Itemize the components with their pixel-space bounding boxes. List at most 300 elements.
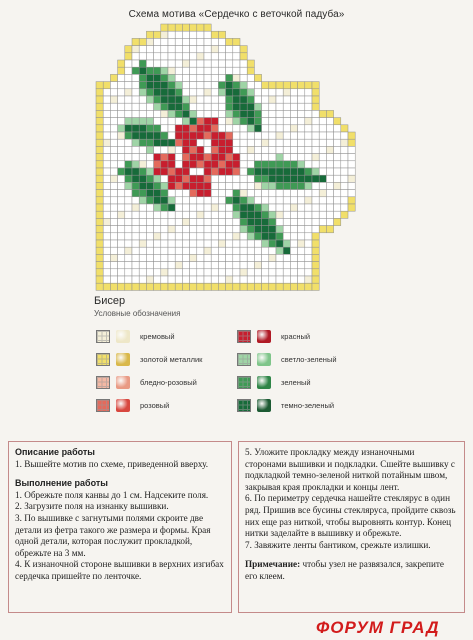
stitch-cell <box>204 46 211 53</box>
stitch-cell <box>146 125 153 132</box>
stitch-cell <box>254 276 261 283</box>
stitch-cell <box>262 110 269 117</box>
stitch-cell <box>168 190 175 197</box>
stitch-cell <box>154 226 161 233</box>
stitch-cell <box>103 197 110 204</box>
stitch-cell <box>146 46 153 53</box>
stitch-cell <box>190 168 197 175</box>
stitch-cell <box>103 182 110 189</box>
stitch-cell <box>175 125 182 132</box>
stitch-cell <box>204 31 211 38</box>
stitch-cell <box>211 89 218 96</box>
stitch-cell <box>154 182 161 189</box>
stitch-cell <box>154 269 161 276</box>
stitch-cell <box>226 226 233 233</box>
stitch-cell <box>161 233 168 240</box>
cross-stitch-chart <box>0 0 473 300</box>
stitch-cell <box>139 276 146 283</box>
stitch-cell <box>254 233 261 240</box>
stitch-cell <box>182 226 189 233</box>
stitch-cell <box>154 175 161 182</box>
stitch-cell <box>146 211 153 218</box>
stitch-cell <box>110 168 117 175</box>
stitch-cell <box>290 211 297 218</box>
stitch-cell <box>103 269 110 276</box>
stitch-cell <box>190 53 197 60</box>
stitch-cell <box>326 161 333 168</box>
stitch-cell <box>103 226 110 233</box>
stitch-cell <box>175 53 182 60</box>
stitch-cell <box>319 218 326 225</box>
stitch-cell <box>276 110 283 117</box>
stitch-cell <box>175 132 182 139</box>
stitch-cell <box>312 233 319 240</box>
stitch-cell <box>197 204 204 211</box>
stitch-cell <box>190 125 197 132</box>
stitch-cell <box>197 182 204 189</box>
stitch-cell <box>139 190 146 197</box>
stitch-cell <box>283 254 290 261</box>
stitch-cell <box>161 38 168 45</box>
stitch-cell <box>298 269 305 276</box>
stitch-cell <box>154 240 161 247</box>
stitch-cell <box>233 233 240 240</box>
stitch-cell <box>132 154 139 161</box>
stitch-cell <box>197 168 204 175</box>
stitch-cell <box>168 211 175 218</box>
stitch-cell <box>110 283 117 290</box>
stitch-cell <box>334 204 341 211</box>
stitch-cell <box>110 89 117 96</box>
stitch-cell <box>125 283 132 290</box>
stitch-cell <box>319 154 326 161</box>
stitch-cell <box>110 269 117 276</box>
stitch-cell <box>96 168 103 175</box>
stitch-cell <box>240 53 247 60</box>
stitch-cell <box>146 67 153 74</box>
stitch-cell <box>190 132 197 139</box>
stitch-cell <box>276 175 283 182</box>
stitch-cell <box>305 262 312 269</box>
stitch-cell <box>190 67 197 74</box>
stitch-cell <box>211 161 218 168</box>
stitch-cell <box>226 262 233 269</box>
stitch-cell <box>269 161 276 168</box>
stitch-cell <box>211 67 218 74</box>
stitch-cell <box>103 218 110 225</box>
section-heading-execution: Выполнение работы <box>15 478 108 489</box>
stitch-cell <box>305 175 312 182</box>
stitch-cell <box>233 103 240 110</box>
stitch-cell <box>334 211 341 218</box>
stitch-cell <box>125 175 132 182</box>
stitch-cell <box>283 182 290 189</box>
stitch-cell <box>283 283 290 290</box>
stitch-cell <box>132 110 139 117</box>
stitch-cell <box>125 218 132 225</box>
stitch-cell <box>204 168 211 175</box>
stitch-cell <box>283 89 290 96</box>
stitch-cell <box>168 240 175 247</box>
stitch-cell <box>146 103 153 110</box>
stitch-cell <box>240 96 247 103</box>
legend-row <box>96 350 202 368</box>
stitch-cell <box>96 146 103 153</box>
stitch-cell <box>118 226 125 233</box>
stitch-cell <box>254 74 261 81</box>
stitch-cell <box>254 161 261 168</box>
stitch-cell <box>96 103 103 110</box>
stitch-cell <box>197 60 204 67</box>
stitch-cell <box>132 247 139 254</box>
stitch-cell <box>262 96 269 103</box>
stitch-cell <box>240 269 247 276</box>
stitch-cell <box>341 146 348 153</box>
stitch-cell <box>218 262 225 269</box>
stitch-cell <box>326 139 333 146</box>
stitch-cell <box>254 182 261 189</box>
stitch-cell <box>175 31 182 38</box>
stitch-cell <box>146 82 153 89</box>
stitch-cell <box>326 190 333 197</box>
stitch-cell <box>218 190 225 197</box>
stitch-cell <box>139 132 146 139</box>
stitch-cell <box>146 190 153 197</box>
stitch-cell <box>125 226 132 233</box>
stitch-cell <box>254 154 261 161</box>
stitch-cell <box>139 254 146 261</box>
stitch-cell <box>341 204 348 211</box>
stitch-cell <box>132 38 139 45</box>
stitch-cell <box>118 139 125 146</box>
stitch-cell <box>233 139 240 146</box>
stitch-cell <box>154 218 161 225</box>
stitch-cell <box>226 254 233 261</box>
stitch-cell <box>182 132 189 139</box>
stitch-cell <box>312 103 319 110</box>
stitch-cell <box>211 226 218 233</box>
stitch-cell <box>168 24 175 31</box>
stitch-cell <box>96 283 103 290</box>
stitch-cell <box>96 139 103 146</box>
stitch-cell <box>197 154 204 161</box>
stitch-cell <box>125 146 132 153</box>
stitch-cell <box>233 38 240 45</box>
stitch-cell <box>96 125 103 132</box>
stitch-cell <box>283 118 290 125</box>
stitch-cell <box>233 74 240 81</box>
stitch-cell <box>125 204 132 211</box>
stitch-cell <box>276 233 283 240</box>
stitch-cell <box>190 96 197 103</box>
stitch-cell <box>348 146 355 153</box>
stitch-cell <box>240 218 247 225</box>
stitch-cell <box>218 233 225 240</box>
stitch-cell <box>175 247 182 254</box>
stitch-cell <box>283 96 290 103</box>
stitch-cell <box>190 161 197 168</box>
stitch-cell <box>262 233 269 240</box>
stitch-cell <box>290 197 297 204</box>
stitch-cell <box>211 82 218 89</box>
stitch-cell <box>240 74 247 81</box>
stitch-cell <box>312 190 319 197</box>
stitch-cell <box>139 146 146 153</box>
stitch-cell <box>139 53 146 60</box>
stitch-cell <box>233 132 240 139</box>
stitch-cell <box>305 103 312 110</box>
stitch-cell <box>168 226 175 233</box>
stitch-cell <box>132 132 139 139</box>
stitch-cell <box>132 46 139 53</box>
stitch-cell <box>161 31 168 38</box>
stitch-cell <box>247 190 254 197</box>
stitch-cell <box>168 139 175 146</box>
stitch-cell <box>290 218 297 225</box>
stitch-cell <box>269 125 276 132</box>
stitch-cell <box>139 46 146 53</box>
stitch-cell <box>312 82 319 89</box>
stitch-cell <box>276 96 283 103</box>
stitch-cell <box>254 247 261 254</box>
stitch-cell <box>254 197 261 204</box>
stitch-cell <box>254 226 261 233</box>
stitch-cell <box>161 269 168 276</box>
stitch-cell <box>218 103 225 110</box>
legend-label: розовый <box>140 400 170 410</box>
stitch-cell <box>103 175 110 182</box>
stitch-cell <box>132 118 139 125</box>
stitch-cell <box>204 139 211 146</box>
stitch-cell <box>312 283 319 290</box>
stitch-cell <box>233 226 240 233</box>
stitch-cell <box>197 110 204 117</box>
stitch-cell <box>262 218 269 225</box>
stitch-cell <box>247 269 254 276</box>
stitch-cell <box>103 204 110 211</box>
stitch-cell <box>197 31 204 38</box>
stitch-cell <box>226 161 233 168</box>
stitch-cell <box>226 190 233 197</box>
stitch-cell <box>175 103 182 110</box>
stitch-cell <box>96 110 103 117</box>
stitch-cell <box>96 269 103 276</box>
stitch-cell <box>96 182 103 189</box>
stitch-cell <box>283 276 290 283</box>
stitch-cell <box>305 89 312 96</box>
stitch-cell <box>247 110 254 117</box>
stitch-cell <box>247 154 254 161</box>
stitch-cell <box>125 233 132 240</box>
stitch-cell <box>218 168 225 175</box>
stitch-cell <box>182 240 189 247</box>
stitch-cell <box>283 269 290 276</box>
stitch-cell <box>146 182 153 189</box>
stitch-cell <box>269 226 276 233</box>
stitch-cell <box>341 175 348 182</box>
stitch-cell <box>298 103 305 110</box>
stitch-cell <box>110 197 117 204</box>
stitch-cell <box>218 276 225 283</box>
stitch-cell <box>262 190 269 197</box>
stitch-cell <box>96 190 103 197</box>
stitch-cell <box>226 204 233 211</box>
stitch-cell <box>298 240 305 247</box>
stitch-cell <box>118 132 125 139</box>
stitch-cell <box>204 254 211 261</box>
stitch-cell <box>132 197 139 204</box>
stitch-cell <box>96 276 103 283</box>
stitch-cell <box>262 247 269 254</box>
stitch-cell <box>240 233 247 240</box>
stitch-cell <box>269 240 276 247</box>
stitch-cell <box>298 175 305 182</box>
stitch-cell <box>211 38 218 45</box>
stitch-cell <box>218 31 225 38</box>
stitch-cell <box>146 53 153 60</box>
stitch-cell <box>175 226 182 233</box>
stitch-cell <box>298 226 305 233</box>
stitch-cell <box>276 204 283 211</box>
stitch-cell <box>190 283 197 290</box>
stitch-cell <box>118 60 125 67</box>
stitch-cell <box>298 82 305 89</box>
stitch-cell <box>190 24 197 31</box>
stitch-cell <box>276 154 283 161</box>
stitch-cell <box>118 161 125 168</box>
stitch-cell <box>262 204 269 211</box>
stitch-cell <box>305 125 312 132</box>
stitch-cell <box>204 211 211 218</box>
stitch-cell <box>197 190 204 197</box>
stitch-cell <box>182 82 189 89</box>
stitch-cell <box>211 110 218 117</box>
bead-sample <box>116 353 130 366</box>
stitch-cell <box>312 254 319 261</box>
stitch-cell <box>218 218 225 225</box>
stitch-cell <box>319 168 326 175</box>
stitch-cell <box>175 139 182 146</box>
stitch-cell <box>132 226 139 233</box>
bead-sample <box>257 330 271 343</box>
stitch-cell <box>197 247 204 254</box>
stitch-cell <box>348 182 355 189</box>
stitch-cell <box>233 125 240 132</box>
stitch-cell <box>240 283 247 290</box>
stitch-cell <box>146 233 153 240</box>
stitch-cell <box>305 283 312 290</box>
stitch-cell <box>139 161 146 168</box>
stitch-cell <box>240 46 247 53</box>
stitch-cell <box>204 110 211 117</box>
stitch-cell <box>305 154 312 161</box>
stitch-cell <box>326 226 333 233</box>
stitch-cell <box>139 211 146 218</box>
stitch-cell <box>334 146 341 153</box>
stitch-cell <box>190 146 197 153</box>
legend-row <box>96 327 175 345</box>
stitch-cell <box>276 283 283 290</box>
stitch-cell <box>226 118 233 125</box>
stitch-cell <box>146 240 153 247</box>
stitch-cell <box>233 89 240 96</box>
stitch-cell <box>182 218 189 225</box>
stitch-cell <box>276 262 283 269</box>
stitch-cell <box>197 46 204 53</box>
stitch-cell <box>218 175 225 182</box>
stitch-cell <box>240 240 247 247</box>
stitch-cell <box>110 262 117 269</box>
stitch-cell <box>175 240 182 247</box>
stitch-cell <box>96 161 103 168</box>
stitch-cell <box>283 262 290 269</box>
stitch-cell <box>125 89 132 96</box>
stitch-cell <box>197 254 204 261</box>
stitch-cell <box>319 132 326 139</box>
stitch-cell <box>125 110 132 117</box>
stitch-cell <box>290 89 297 96</box>
stitch-cell <box>334 182 341 189</box>
stitch-cell <box>233 46 240 53</box>
stitch-cell <box>110 146 117 153</box>
stitch-cell <box>290 82 297 89</box>
stitch-cell <box>233 82 240 89</box>
stitch-cell <box>175 182 182 189</box>
stitch-cell <box>334 125 341 132</box>
stitch-cell <box>305 146 312 153</box>
stitch-cell <box>154 211 161 218</box>
stitch-cell <box>298 233 305 240</box>
stitch-cell <box>96 218 103 225</box>
stitch-cell <box>168 154 175 161</box>
stitch-cell <box>283 247 290 254</box>
section-heading-description: Описание работы <box>15 447 95 457</box>
stitch-cell <box>247 226 254 233</box>
stitch-cell <box>326 168 333 175</box>
stitch-cell <box>341 190 348 197</box>
stitch-cell <box>154 262 161 269</box>
stitch-cell <box>211 283 218 290</box>
stitch-cell <box>298 110 305 117</box>
stitch-cell <box>182 161 189 168</box>
stitch-cell <box>334 168 341 175</box>
stitch-cell <box>182 146 189 153</box>
stitch-cell <box>290 161 297 168</box>
stitch-cell <box>118 168 125 175</box>
stitch-cell <box>197 53 204 60</box>
stitch-cell <box>125 161 132 168</box>
stitch-cell <box>276 82 283 89</box>
color-swatch <box>96 376 110 389</box>
stitch-cell <box>125 262 132 269</box>
stitch-cell <box>226 67 233 74</box>
stitch-cell <box>139 103 146 110</box>
stitch-cell <box>125 247 132 254</box>
stitch-cell <box>146 110 153 117</box>
stitch-cell <box>175 197 182 204</box>
stitch-cell <box>197 161 204 168</box>
stitch-cell <box>298 154 305 161</box>
stitch-cell <box>161 103 168 110</box>
stitch-cell <box>240 182 247 189</box>
stitch-cell <box>204 240 211 247</box>
stitch-cell <box>168 276 175 283</box>
instruction-paragraph: 1. Обрежьте поля канвы до 1 см. Надсеките поля. <box>15 489 209 500</box>
stitch-cell <box>218 139 225 146</box>
stitch-cell <box>218 161 225 168</box>
stitch-cell <box>139 175 146 182</box>
stitch-cell <box>190 38 197 45</box>
